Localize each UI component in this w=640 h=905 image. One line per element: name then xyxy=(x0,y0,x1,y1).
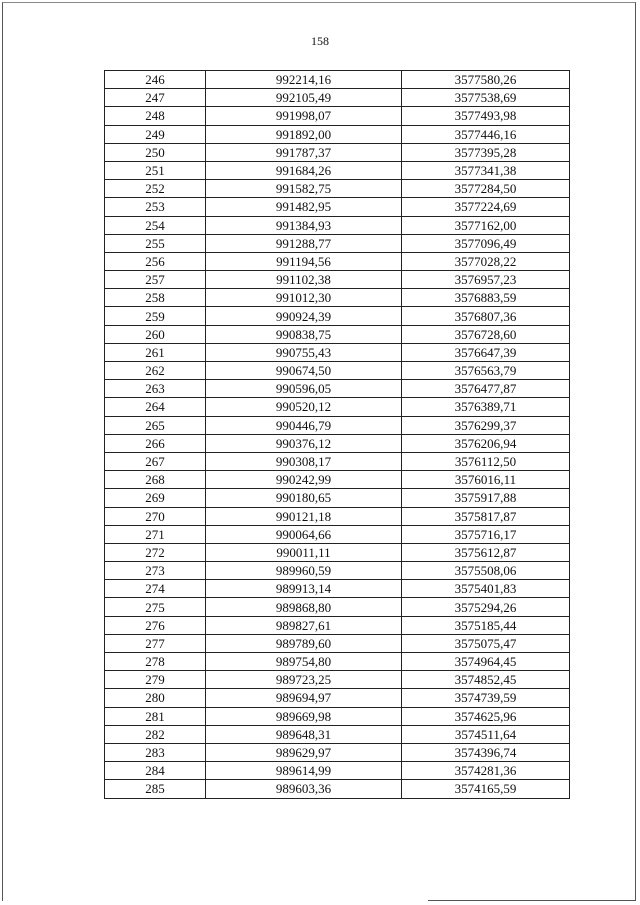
x-coordinate-cell: 989603,36 xyxy=(206,780,402,798)
point-number-cell: 284 xyxy=(105,762,206,780)
y-coordinate-cell: 3575917,88 xyxy=(402,489,570,507)
point-number-cell: 258 xyxy=(105,289,206,307)
point-number-cell: 267 xyxy=(105,452,206,470)
point-number-cell: 246 xyxy=(105,71,206,89)
point-number-cell: 259 xyxy=(105,307,206,325)
y-coordinate-cell: 3576957,23 xyxy=(402,271,570,289)
table-row xyxy=(105,689,570,707)
y-coordinate-cell: 3576299,37 xyxy=(402,416,570,434)
point-number-cell: 276 xyxy=(105,616,206,634)
point-number-cell: 280 xyxy=(105,689,206,707)
y-coordinate-cell: 3574281,36 xyxy=(402,762,570,780)
x-coordinate-cell: 990755,43 xyxy=(206,343,402,361)
point-number-cell: 247 xyxy=(105,89,206,107)
y-coordinate-cell: 3576883,59 xyxy=(402,289,570,307)
table-row xyxy=(105,543,570,561)
y-coordinate-cell: 3575508,06 xyxy=(402,562,570,580)
y-coordinate-cell: 3577028,22 xyxy=(402,252,570,270)
point-number-cell: 285 xyxy=(105,780,206,798)
coordinates-table xyxy=(104,70,570,799)
point-number-cell: 270 xyxy=(105,507,206,525)
table-row xyxy=(105,143,570,161)
x-coordinate-cell: 989694,97 xyxy=(206,689,402,707)
y-coordinate-cell: 3574165,59 xyxy=(402,780,570,798)
x-coordinate-cell: 989629,97 xyxy=(206,743,402,761)
x-coordinate-cell: 989669,98 xyxy=(206,707,402,725)
point-number-cell: 278 xyxy=(105,653,206,671)
table-row xyxy=(105,562,570,580)
bottom-rule xyxy=(428,900,636,901)
y-coordinate-cell: 3575401,83 xyxy=(402,580,570,598)
y-coordinate-cell: 3575817,87 xyxy=(402,507,570,525)
x-coordinate-cell: 991582,75 xyxy=(206,180,402,198)
y-coordinate-cell: 3577096,49 xyxy=(402,234,570,252)
y-coordinate-cell: 3577493,98 xyxy=(402,107,570,125)
x-coordinate-cell: 989754,80 xyxy=(206,653,402,671)
y-coordinate-cell: 3577446,16 xyxy=(402,125,570,143)
point-number-cell: 262 xyxy=(105,362,206,380)
y-coordinate-cell: 3575716,17 xyxy=(402,525,570,543)
x-coordinate-cell: 990376,12 xyxy=(206,434,402,452)
y-coordinate-cell: 3574511,64 xyxy=(402,725,570,743)
point-number-cell: 252 xyxy=(105,180,206,198)
point-number-cell: 274 xyxy=(105,580,206,598)
point-number-cell: 277 xyxy=(105,634,206,652)
y-coordinate-cell: 3575075,47 xyxy=(402,634,570,652)
y-coordinate-cell: 3576112,50 xyxy=(402,452,570,470)
y-coordinate-cell: 3575294,26 xyxy=(402,598,570,616)
table-row xyxy=(105,216,570,234)
point-number-cell: 269 xyxy=(105,489,206,507)
table-row xyxy=(105,198,570,216)
point-number-cell: 268 xyxy=(105,471,206,489)
x-coordinate-cell: 989789,60 xyxy=(206,634,402,652)
y-coordinate-cell: 3577284,50 xyxy=(402,180,570,198)
point-number-cell: 248 xyxy=(105,107,206,125)
y-coordinate-cell: 3576389,71 xyxy=(402,398,570,416)
point-number-cell: 261 xyxy=(105,343,206,361)
table-row xyxy=(105,362,570,380)
table-row xyxy=(105,489,570,507)
point-number-cell: 283 xyxy=(105,743,206,761)
table-row xyxy=(105,252,570,270)
table-row xyxy=(105,416,570,434)
point-number-cell: 279 xyxy=(105,671,206,689)
x-coordinate-cell: 991288,77 xyxy=(206,234,402,252)
x-coordinate-cell: 991787,37 xyxy=(206,143,402,161)
x-coordinate-cell: 990520,12 xyxy=(206,398,402,416)
x-coordinate-cell: 989868,80 xyxy=(206,598,402,616)
point-number-cell: 271 xyxy=(105,525,206,543)
table-row xyxy=(105,471,570,489)
table-row xyxy=(105,271,570,289)
table-row xyxy=(105,634,570,652)
table-row xyxy=(105,71,570,89)
y-coordinate-cell: 3576206,94 xyxy=(402,434,570,452)
table-row xyxy=(105,234,570,252)
y-coordinate-cell: 3574739,59 xyxy=(402,689,570,707)
table-row xyxy=(105,598,570,616)
table-row xyxy=(105,507,570,525)
point-number-cell: 272 xyxy=(105,543,206,561)
x-coordinate-cell: 991102,38 xyxy=(206,271,402,289)
coordinates-table-body xyxy=(105,71,570,799)
table-row xyxy=(105,762,570,780)
table-row xyxy=(105,307,570,325)
x-coordinate-cell: 989827,61 xyxy=(206,616,402,634)
table-row xyxy=(105,89,570,107)
table-row xyxy=(105,452,570,470)
y-coordinate-cell: 3576477,87 xyxy=(402,380,570,398)
y-coordinate-cell: 3576016,11 xyxy=(402,471,570,489)
table-row xyxy=(105,780,570,798)
y-coordinate-cell: 3576647,39 xyxy=(402,343,570,361)
y-coordinate-cell: 3576563,79 xyxy=(402,362,570,380)
x-coordinate-cell: 990011,11 xyxy=(206,543,402,561)
table-row xyxy=(105,725,570,743)
table-row xyxy=(105,434,570,452)
x-coordinate-cell: 990838,75 xyxy=(206,325,402,343)
point-number-cell: 282 xyxy=(105,725,206,743)
x-coordinate-cell: 991012,30 xyxy=(206,289,402,307)
y-coordinate-cell: 3575185,44 xyxy=(402,616,570,634)
point-number-cell: 265 xyxy=(105,416,206,434)
y-coordinate-cell: 3577162,00 xyxy=(402,216,570,234)
point-number-cell: 266 xyxy=(105,434,206,452)
page-number: 158 xyxy=(311,34,329,48)
x-coordinate-cell: 991384,93 xyxy=(206,216,402,234)
table-row xyxy=(105,580,570,598)
x-coordinate-cell: 991194,56 xyxy=(206,252,402,270)
x-coordinate-cell: 989913,14 xyxy=(206,580,402,598)
point-number-cell: 263 xyxy=(105,380,206,398)
point-number-cell: 250 xyxy=(105,143,206,161)
x-coordinate-cell: 989648,31 xyxy=(206,725,402,743)
point-number-cell: 254 xyxy=(105,216,206,234)
y-coordinate-cell: 3577395,28 xyxy=(402,143,570,161)
point-number-cell: 256 xyxy=(105,252,206,270)
table-row xyxy=(105,707,570,725)
x-coordinate-cell: 990121,18 xyxy=(206,507,402,525)
table-row xyxy=(105,743,570,761)
x-coordinate-cell: 991998,07 xyxy=(206,107,402,125)
x-coordinate-cell: 989614,99 xyxy=(206,762,402,780)
table-row xyxy=(105,125,570,143)
x-coordinate-cell: 990180,65 xyxy=(206,489,402,507)
x-coordinate-cell: 990596,05 xyxy=(206,380,402,398)
x-coordinate-cell: 990674,50 xyxy=(206,362,402,380)
table-row xyxy=(105,525,570,543)
y-coordinate-cell: 3576807,36 xyxy=(402,307,570,325)
point-number-cell: 251 xyxy=(105,161,206,179)
y-coordinate-cell: 3574852,45 xyxy=(402,671,570,689)
table-row xyxy=(105,398,570,416)
point-number-cell: 260 xyxy=(105,325,206,343)
table-row xyxy=(105,161,570,179)
y-coordinate-cell: 3574396,74 xyxy=(402,743,570,761)
table-row xyxy=(105,616,570,634)
table-row xyxy=(105,289,570,307)
x-coordinate-cell: 991684,26 xyxy=(206,161,402,179)
x-coordinate-cell: 990064,66 xyxy=(206,525,402,543)
table-row xyxy=(105,653,570,671)
point-number-cell: 273 xyxy=(105,562,206,580)
point-number-cell: 255 xyxy=(105,234,206,252)
y-coordinate-cell: 3577224,69 xyxy=(402,198,570,216)
x-coordinate-cell: 991482,95 xyxy=(206,198,402,216)
x-coordinate-cell: 992105,49 xyxy=(206,89,402,107)
x-coordinate-cell: 990308,17 xyxy=(206,452,402,470)
table-row xyxy=(105,325,570,343)
point-number-cell: 257 xyxy=(105,271,206,289)
table-row xyxy=(105,107,570,125)
x-coordinate-cell: 990446,79 xyxy=(206,416,402,434)
y-coordinate-cell: 3576728,60 xyxy=(402,325,570,343)
y-coordinate-cell: 3574964,45 xyxy=(402,653,570,671)
x-coordinate-cell: 992214,16 xyxy=(206,71,402,89)
y-coordinate-cell: 3577580,26 xyxy=(402,71,570,89)
x-coordinate-cell: 989723,25 xyxy=(206,671,402,689)
x-coordinate-cell: 990924,39 xyxy=(206,307,402,325)
table-row xyxy=(105,180,570,198)
point-number-cell: 275 xyxy=(105,598,206,616)
y-coordinate-cell: 3577538,69 xyxy=(402,89,570,107)
y-coordinate-cell: 3575612,87 xyxy=(402,543,570,561)
point-number-cell: 253 xyxy=(105,198,206,216)
point-number-cell: 264 xyxy=(105,398,206,416)
table-row xyxy=(105,343,570,361)
table-row xyxy=(105,380,570,398)
point-number-cell: 249 xyxy=(105,125,206,143)
table-row xyxy=(105,671,570,689)
x-coordinate-cell: 990242,99 xyxy=(206,471,402,489)
x-coordinate-cell: 989960,59 xyxy=(206,562,402,580)
y-coordinate-cell: 3574625,96 xyxy=(402,707,570,725)
x-coordinate-cell: 991892,00 xyxy=(206,125,402,143)
point-number-cell: 281 xyxy=(105,707,206,725)
y-coordinate-cell: 3577341,38 xyxy=(402,161,570,179)
